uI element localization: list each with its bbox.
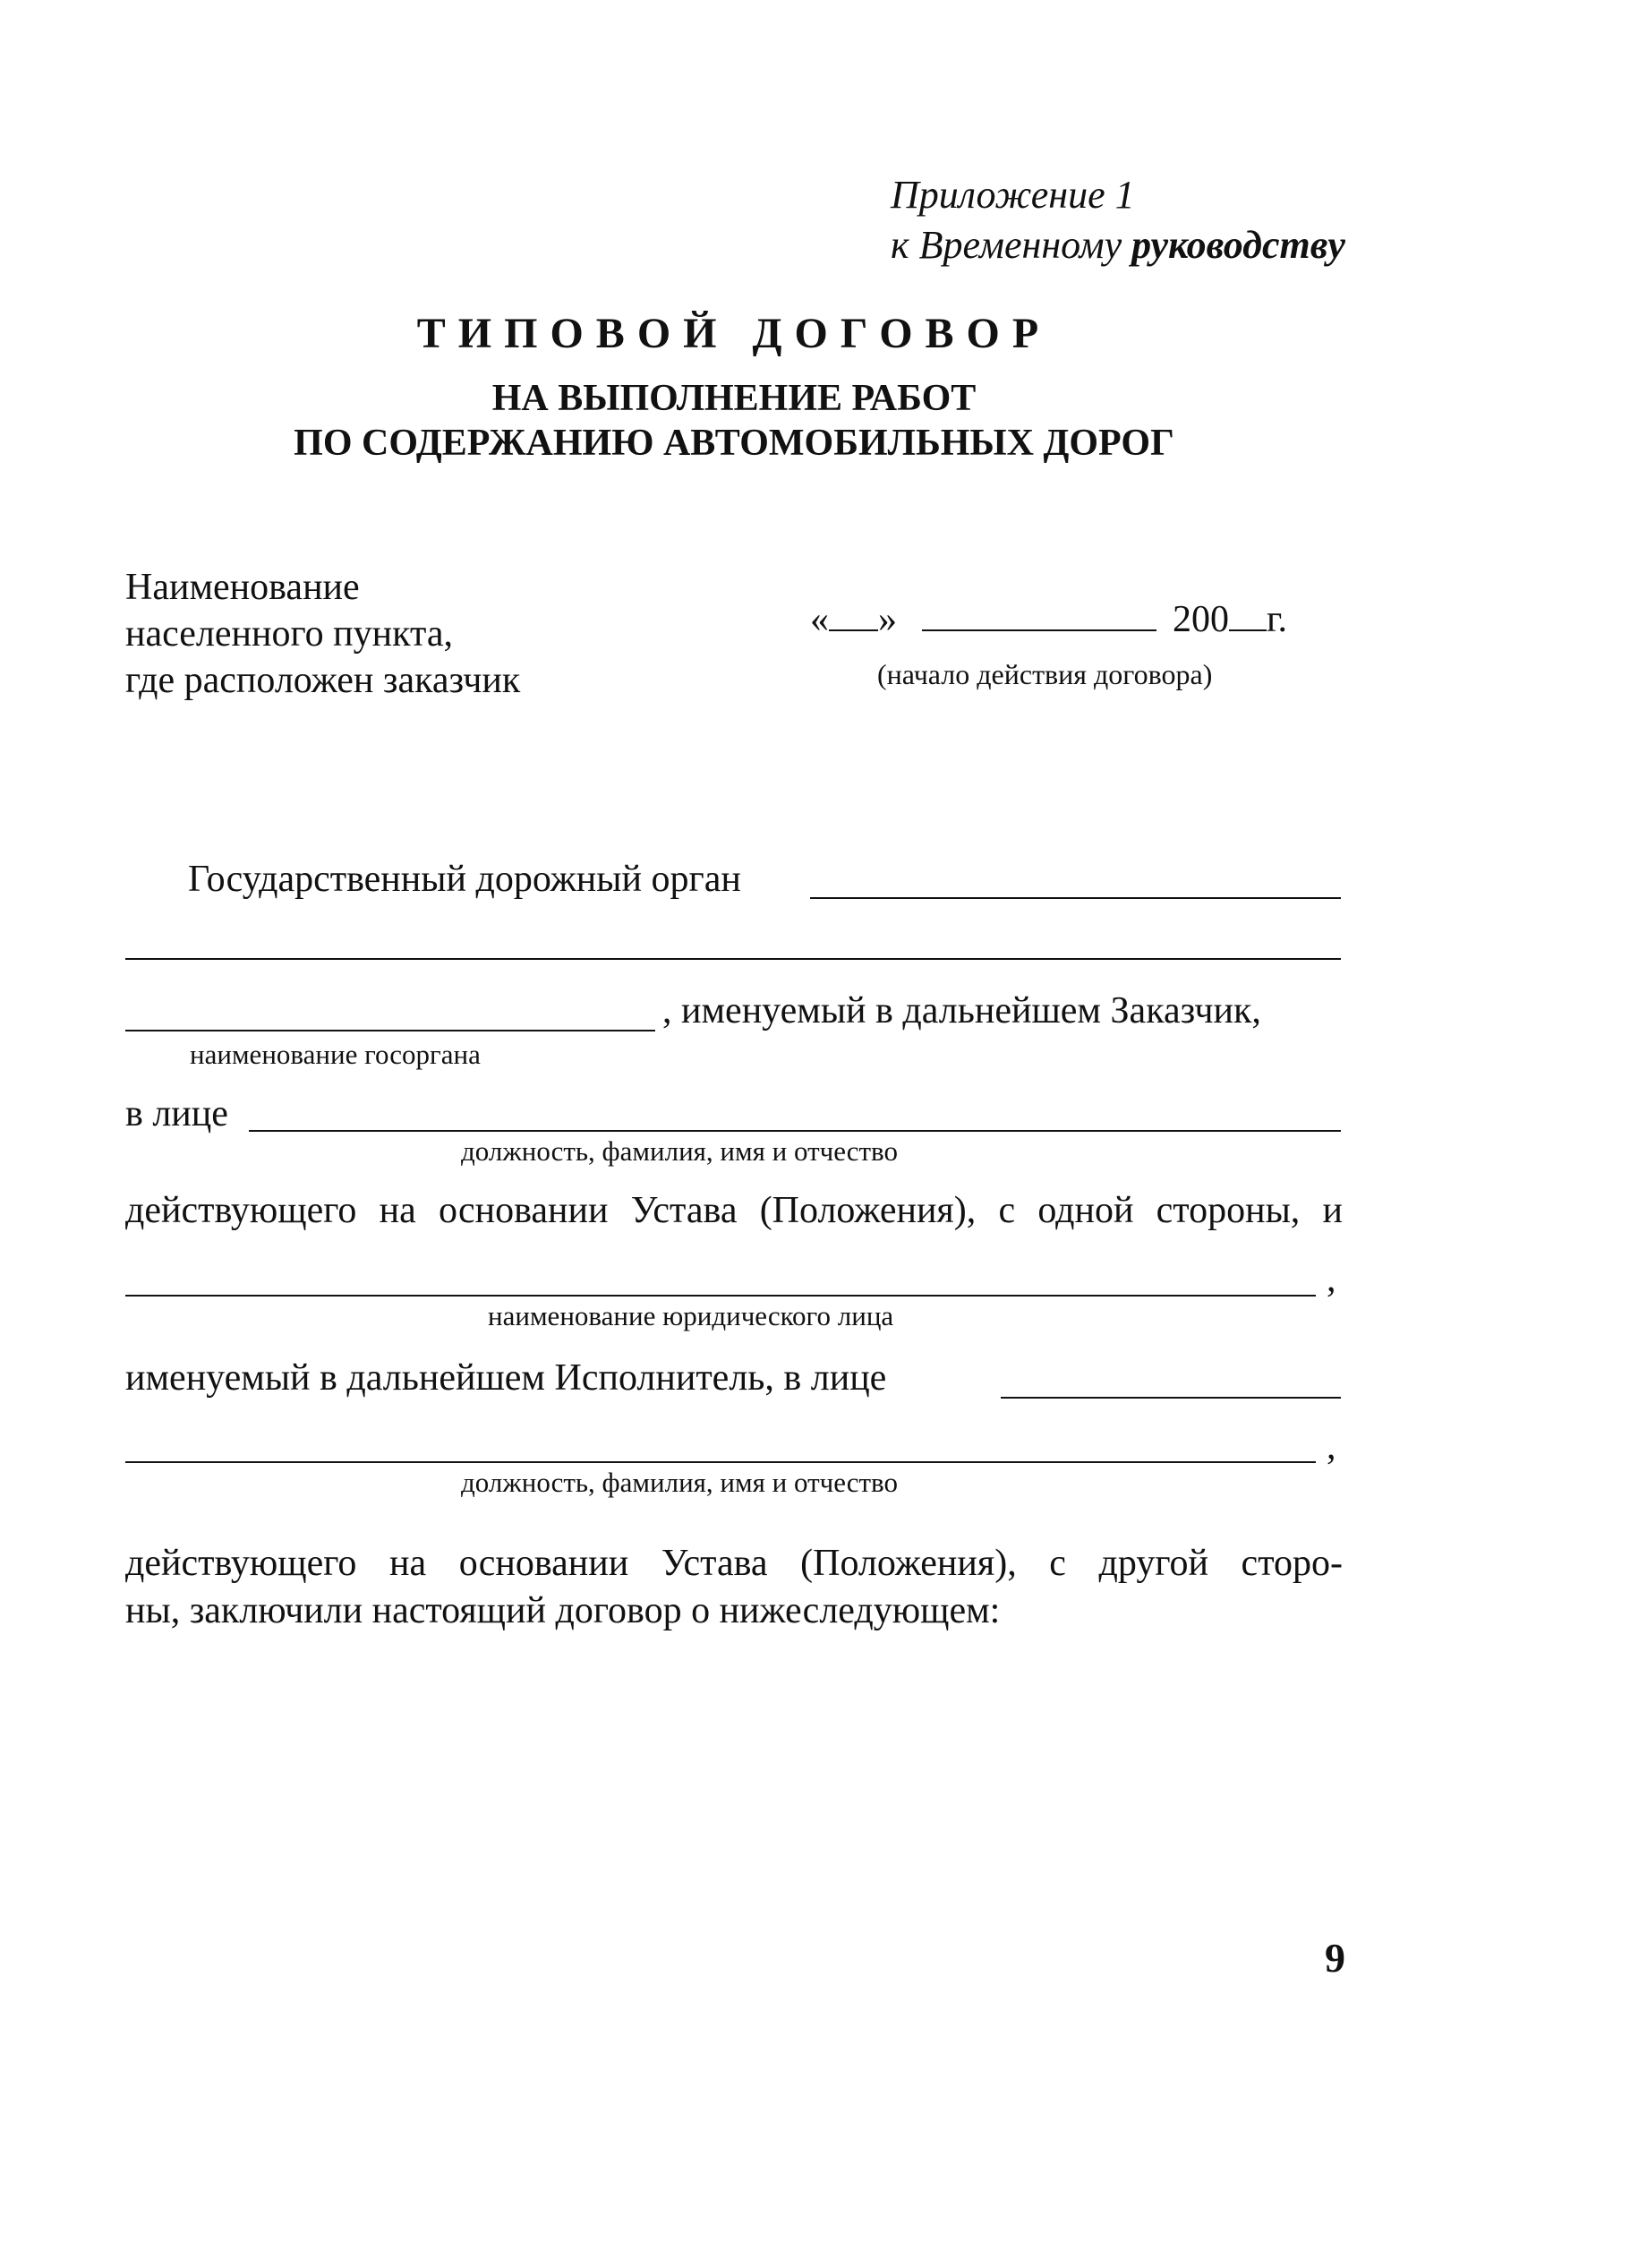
gov-organ-label: Государственный дорожный орган — [188, 859, 741, 900]
appendix-line-1: Приложение 1 — [891, 173, 1135, 217]
gov-organ-field-continued[interactable] — [125, 958, 1341, 960]
place-block — [125, 564, 520, 704]
year-prefix: 200 — [1173, 599, 1229, 640]
in-person-label: в лице — [125, 1093, 228, 1134]
day-field[interactable] — [829, 599, 878, 631]
acting-line-1: действующего на основании Устава (Положения), с одной стороны, и — [125, 1190, 1343, 1231]
executor-representative-field[interactable] — [1001, 1397, 1341, 1399]
caption-legal: наименование юридического лица — [488, 1300, 894, 1331]
customer-name-field[interactable] — [125, 1030, 655, 1031]
caption-organ: наименование госоргана — [190, 1039, 481, 1070]
comma-1: , — [1327, 1259, 1336, 1300]
year-field[interactable] — [1229, 599, 1267, 631]
document-subtitle-1: НА ВЫПОЛНЕНИЕ РАБОТ — [491, 378, 977, 419]
date-close-quote: » — [878, 599, 897, 640]
document-subtitle-2: ПО СОДЕРЖАНИЮ АВТОМОБИЛЬНЫХ ДОРОГ — [294, 423, 1174, 464]
month-field[interactable] — [922, 599, 1156, 631]
closing-line-2: ны, заключили настоящий договор о нижеследующем: — [125, 1590, 1001, 1631]
document-title: ТИПОВОЙ ДОГОВОР — [416, 310, 1052, 357]
year-suffix: г. — [1267, 599, 1287, 640]
page-number: 9 — [1325, 1935, 1345, 1981]
caption-person-2: должность, фамилия, имя и отчество — [461, 1467, 898, 1498]
appendix-line-2 — [891, 220, 1345, 270]
customer-representative-field[interactable] — [249, 1130, 1341, 1132]
contract-date-row — [810, 598, 1287, 641]
date-open-quote: « — [810, 599, 829, 640]
place-line-3: где расположен заказчик — [125, 660, 521, 701]
appendix-reference — [891, 170, 1345, 270]
legal-entity-field[interactable] — [125, 1295, 1316, 1297]
gov-organ-field[interactable] — [810, 897, 1341, 899]
customer-suffix: , именуемый в дальнейшем Заказчик, — [662, 990, 1261, 1031]
executor-label: именуемый в дальнейшем Исполнитель, в лице — [125, 1357, 887, 1399]
appendix-line-2-bold: руководству — [1131, 223, 1345, 267]
place-line-1: Наименование — [125, 567, 360, 608]
closing-line-1: действующего на основании Устава (Положения), с другой сторо- — [125, 1543, 1343, 1584]
caption-person-1: должность, фамилия, имя и отчество — [461, 1135, 898, 1167]
executor-representative-field-continued[interactable] — [125, 1461, 1316, 1463]
date-caption: (начало действия договора) — [877, 658, 1213, 690]
place-line-2: населенного пункта, — [125, 613, 453, 655]
comma-2: , — [1327, 1426, 1336, 1468]
appendix-line-2-prefix: к Временному — [891, 223, 1132, 267]
